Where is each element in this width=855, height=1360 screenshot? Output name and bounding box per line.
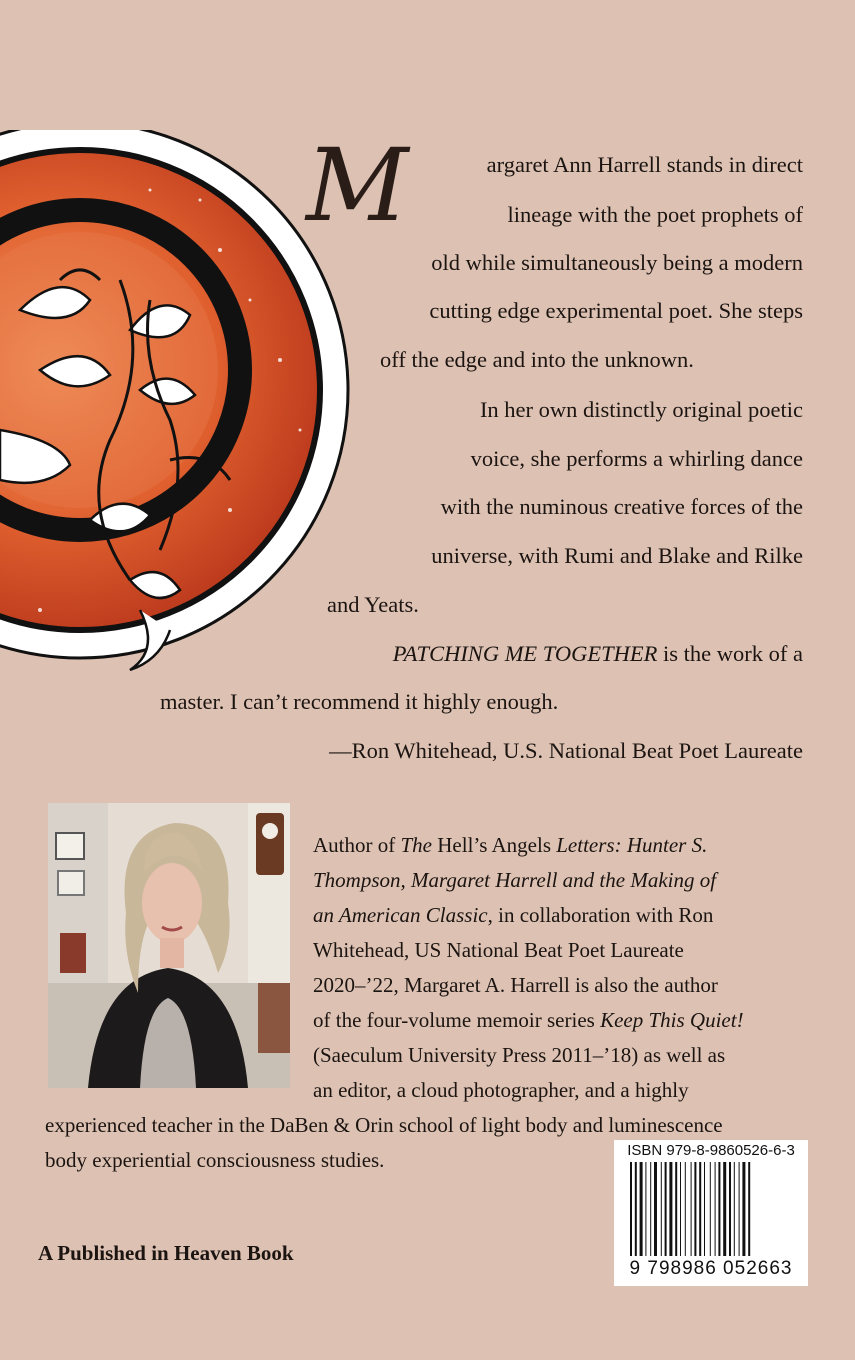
barcode-bar [739,1162,740,1256]
blurb-line: old while simultaneously being a modern [431,250,803,275]
blurb-title-line [393,641,803,667]
bio-italic: The [400,833,432,857]
author-portrait-icon [48,803,290,1088]
blurb-line: cutting edge experimental poet. She steps [429,298,803,323]
barcode-bar [675,1162,677,1256]
blurb-line-rest: is the work of a [657,641,803,666]
blurb-line: voice, she performs a whirling dance [470,446,803,471]
blurb-closing: master. I can’t recommend it highly enough. [160,689,559,714]
author-photo [48,803,290,1088]
barcode-bar [748,1162,750,1256]
bio-text: of the four-volume memoir series [313,1008,601,1032]
bio-line: experienced teacher in the DaBen & Orin school of light body and luminescence [45,1113,723,1137]
barcode-bar [742,1162,745,1256]
bio-italic: Thompson, Margaret Harrell and the Making of [313,868,717,892]
drop-cap: M [306,127,409,244]
barcode-bar [718,1162,720,1256]
isbn-number: 9 798986 052663 [629,1258,793,1279]
barcode-bar [691,1162,692,1256]
bio-text: Author of [313,833,401,857]
barcode-bar [723,1162,726,1256]
barcode-bar [734,1162,735,1256]
barcode-bar [661,1162,662,1256]
barcode-bar [650,1162,651,1256]
blurb-line: with the numinous creative forces of the [440,494,803,519]
blurb-line: In her own distinctly original poetic [479,397,803,422]
bio-line: (Saeculum University Press 2011–’18) as well as [313,1043,726,1067]
bio-line [313,1007,744,1033]
book-title: PATCHING ME TOGETHER [392,641,658,666]
barcode-bar [680,1162,681,1256]
barcode-bar [710,1162,711,1256]
isbn-barcode [614,1140,808,1286]
barcode-bar [704,1162,705,1256]
barcode-bar [685,1162,686,1256]
bio-line [313,832,707,858]
barcode-bar [729,1162,731,1256]
blurb-line: lineage with the poet prophets of [507,202,803,227]
blurb-line: off the edge and into the unknown. [380,347,694,372]
publisher-line: A Published in Heaven Book [38,1241,294,1265]
bio-line [313,867,716,893]
isbn-label: ISBN 979-8-9860526-6-3 [627,1142,795,1159]
barcode-bar [645,1162,646,1256]
bio-line [313,902,713,928]
barcode-bar [630,1162,632,1256]
barcode-bar [654,1162,657,1256]
bio-line: Whitehead, US National Beat Poet Laureate [313,938,684,962]
barcode-bar [669,1162,672,1256]
blurb-line: and Yeats. [327,592,419,617]
barcode-bar [640,1162,643,1256]
blurb-attribution: —Ron Whitehead, U.S. National Beat Poet Laureate [329,738,803,763]
barcode-bar [699,1162,701,1256]
bio-line: an editor, a cloud photographer, and a highly [313,1078,689,1102]
bio-italic: Keep This Quiet! [600,1008,744,1032]
blurb-line: universe, with Rumi and Blake and Rilke [431,543,803,568]
bio-italic: Letters: Hunter S. [556,833,708,857]
blurb-line: argaret Ann Harrell stands in direct [486,152,803,177]
bio-text: Hell’s Angels [432,833,557,857]
bio-line: body experiential consciousness studies. [45,1148,385,1172]
bio-line: 2020–’22, Margaret A. Harrell is also the author [313,973,718,997]
barcode-bar [715,1162,716,1256]
barcode-bar [694,1162,696,1256]
bio-italic: an American Classic [313,903,488,927]
bio-text: , in collaboration with Ron [487,903,714,927]
barcode-bar [635,1162,637,1256]
barcode-bar [665,1162,667,1256]
